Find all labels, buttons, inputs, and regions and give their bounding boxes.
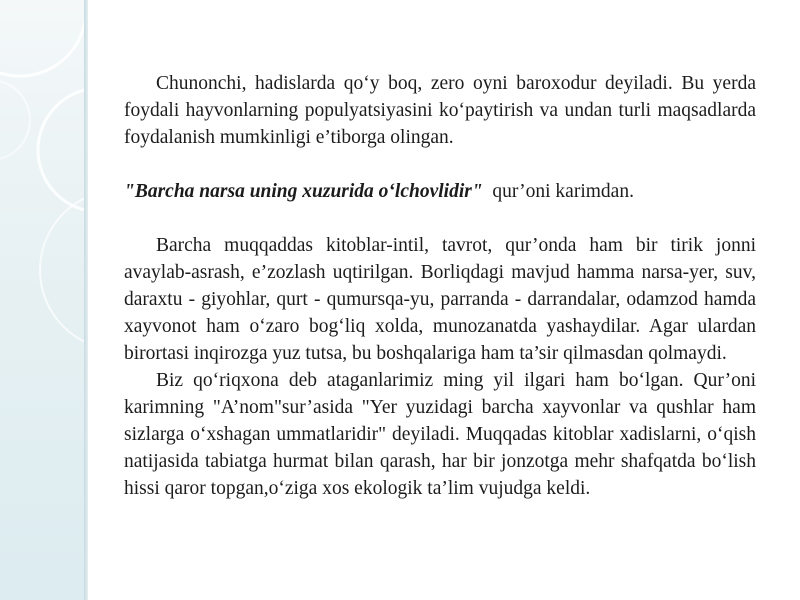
paragraph-1: Chunonchi, hadislarda qo‘y boq, zero oyni baroxodur deyiladi. Bu yerda foydali hayvonlarning populyatsiyasini ko‘paytirish va undan turli maqsadlarda foydalanish mumkinligi e’tiborga olingan. bbox=[124, 73, 756, 148]
paragraph-3: Biz qo‘riqxona deb ataganlarimiz ming yil ilgari ham bo‘lgan. Qur’oni karimning "A’nom"sur’asida "Yer yuzidagi barcha xayvonlar va qushlar ham sizlarga o‘xshagan ummatlaridir" deyiladi. Muqqadas kitoblar xadislarni, o‘qish natijasida tabiatga hurmat bilan qarash, har bir jonzotga mehr shafqatda bo‘lish hissi qaror topgan,o‘ziga xos ekologik ta’lim vujudga keldi. bbox=[124, 370, 756, 499]
quote-text: "Barcha narsa uning xuzurida o‘lchovlidir" bbox=[124, 181, 483, 202]
side-panel-edge bbox=[84, 0, 88, 600]
decorative-side-panel bbox=[0, 0, 88, 600]
decorative-swirl-graphic bbox=[0, 0, 88, 600]
document-body bbox=[124, 70, 756, 502]
quote-line bbox=[124, 178, 756, 205]
quote-source: qur’oni karimdan. bbox=[492, 181, 634, 202]
paragraph-2: Barcha muqqaddas kitoblar-intil, tavrot, qur’onda ham bir tirik jonni avaylab-asrash, e’zozlash uqtirilgan. Borliqdagi mavjud hamma narsa-yer, suv, daraxtu - giyohlar, qurt - qumursqa-yu, parranda - darrandalar, odamzod hamda xayvonot ham o‘zaro bog‘liq xolda, munozanatda yashaydilar. Agar ulardan birortasi inqirozga yuz tutsa, bu boshqalariga ham ta’sir qilmasdan qolmaydi. bbox=[124, 235, 756, 364]
